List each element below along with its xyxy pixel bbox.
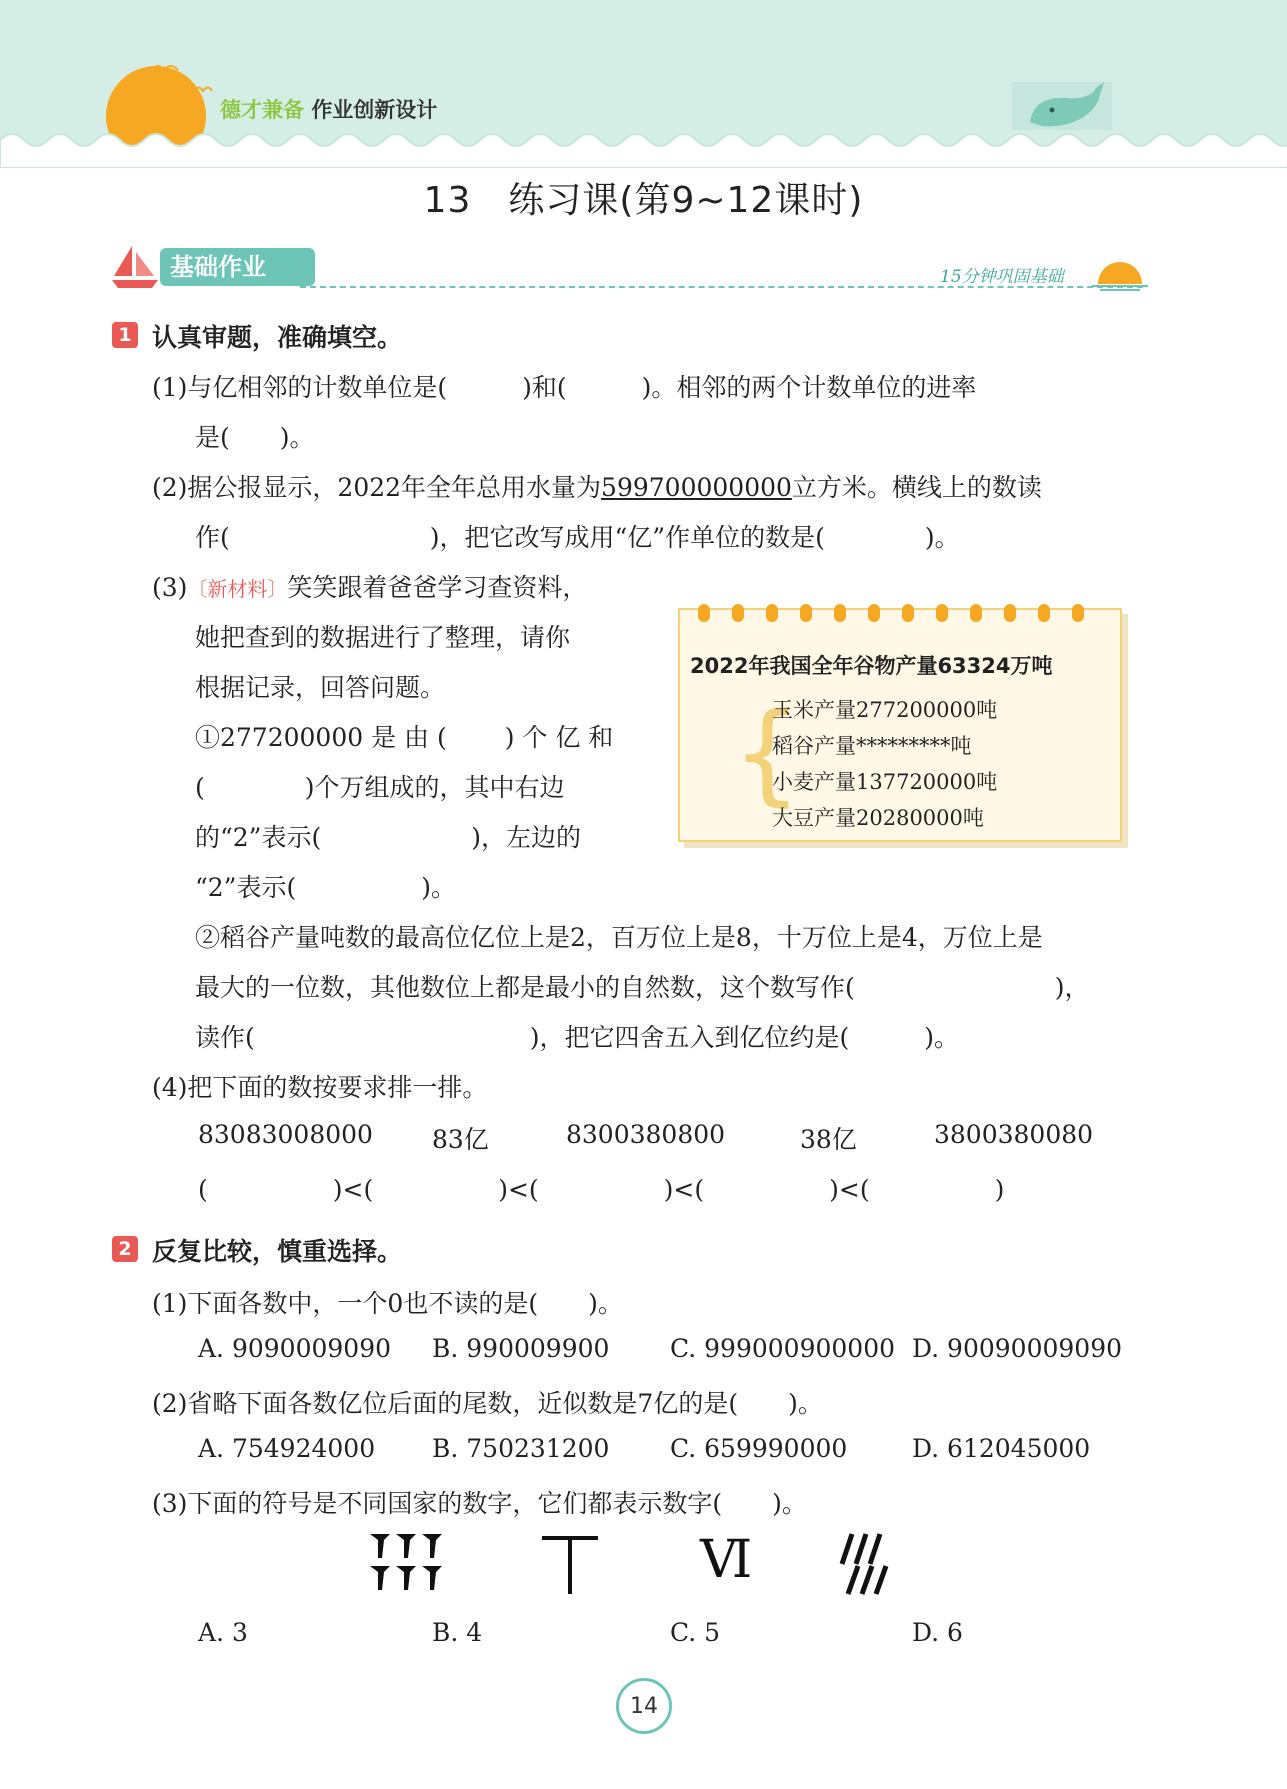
q1-part2-line2: 作( )，把它改写成用“亿”作单位的数是( )。 <box>195 523 960 552</box>
section-banner: 基础作业 <box>160 248 315 286</box>
sailboat-icon <box>110 242 160 290</box>
q2-part1: (1)下面各数中，一个0也不读的是( )。 <box>152 1289 623 1318</box>
ring-icon <box>936 604 948 622</box>
note-line: 稻谷产量*********吨 <box>772 734 972 758</box>
q1-part2-suffix: 立方米。横线上的数读 <box>791 473 1042 502</box>
ring-icon <box>970 604 982 622</box>
ring-icon <box>732 604 744 622</box>
question-number-badge: 2 <box>112 1236 138 1262</box>
ring-icon <box>868 604 880 622</box>
q1-part3-sub1-line4: “2”表示( )。 <box>195 873 456 902</box>
note-line: 大豆产量20280000吨 <box>772 806 984 830</box>
choice-option: D. 90090009090 <box>912 1334 1123 1363</box>
choice-option: C. 999000900000 <box>670 1334 895 1363</box>
tally-six-icon <box>838 1532 892 1596</box>
ring-icon <box>1038 604 1050 622</box>
choice-option: C. 659990000 <box>670 1434 848 1463</box>
note-line: 小麦产量137720000吨 <box>772 770 998 794</box>
note-title: 2022年我国全年谷物产量63324万吨 <box>690 654 1053 678</box>
brace-icon: { <box>732 689 802 817</box>
whale-icon <box>1012 78 1112 130</box>
question-number-badge: 1 <box>112 322 138 348</box>
brand-green-text: 德才兼备 <box>220 98 304 122</box>
q1-part3-prefix: (3) <box>152 573 188 602</box>
choice-option: A. 754924000 <box>198 1434 376 1463</box>
choice-option: B. 990009900 <box>432 1334 610 1363</box>
ring-icon <box>902 604 914 622</box>
q1-part1-line2: 是( )。 <box>195 423 315 452</box>
choice-option: C. 5 <box>670 1618 721 1647</box>
q1-part3-line1 <box>152 568 587 604</box>
q1-part3-sub1-line1: ①277200000 是 由 ( ) 个 亿 和 <box>195 723 614 752</box>
choice-option: A. 9090009090 <box>198 1334 392 1363</box>
q1-part3-line3: 根据记录，回答问题。 <box>195 673 446 702</box>
ring-icon <box>766 604 778 622</box>
ring-icon <box>800 604 812 622</box>
choice-option: D. 612045000 <box>912 1434 1091 1463</box>
choice-option: D. 6 <box>912 1618 963 1647</box>
ring-icon <box>1004 604 1016 622</box>
q1-part3-sub2-line1: ②稻谷产量吨数的最高位亿位上是2，百万位上是8，十万位上是4，万位上是 <box>195 923 1043 952</box>
q2-part2: (2)省略下面各数亿位后面的尾数，近似数是7亿的是( )。 <box>152 1389 823 1418</box>
q2-part3: (3)下面的符号是不同国家的数字，它们都表示数字( )。 <box>152 1489 807 1518</box>
q1-part2-prefix: (2)据公报显示，2022年全年总用水量为 <box>152 473 602 502</box>
page-title: 13 练习课(第9~12课时) <box>423 180 864 221</box>
sun-small-icon <box>1092 256 1148 292</box>
choice-option: B. 4 <box>432 1618 483 1647</box>
ring-icon <box>698 604 710 622</box>
question-heading: 反复比较，慎重选择。 <box>152 1237 403 1266</box>
q1-part3-sub1-line2: ( )个万组成的，其中右边 <box>195 773 565 802</box>
sort-number: 8300380800 <box>566 1120 726 1149</box>
q1-part1-line1: (1)与亿相邻的计数单位是( )和( )。相邻的两个计数单位的进率 <box>152 373 977 402</box>
q1-part4-heading: (4)把下面的数按要求排一排。 <box>152 1073 488 1102</box>
section-note: 15分钟巩固基础 <box>940 267 1064 287</box>
note-line: 玉米产量277200000吨 <box>772 698 998 722</box>
sort-number: 3800380080 <box>934 1120 1094 1149</box>
wave-border <box>0 128 1287 168</box>
q1-part3-text: 笑笑跟着爸爸学习查资料， <box>287 573 588 602</box>
ring-icon <box>1072 604 1084 622</box>
new-material-tag: 〔新材料〕 <box>187 577 288 601</box>
brand-dark-text: 作业创新设计 <box>311 98 438 122</box>
q1-part3-sub2-line3: 读作( )，把它四舍五入到亿位约是( )。 <box>195 1023 960 1052</box>
choice-option: A. 3 <box>198 1618 248 1647</box>
roman-numeral-six: Ⅵ <box>700 1530 753 1590</box>
cuneiform-six-icon <box>368 1532 450 1594</box>
brand-label <box>220 94 437 124</box>
q1-part2-line1 <box>152 468 1042 504</box>
q1-part3-line2: 她把查到的数据进行了整理，请你 <box>195 623 571 652</box>
sort-number: 83亿 <box>432 1125 489 1154</box>
q1-part3-sub1-line3: 的“2”表示( )，左边的 <box>195 823 581 852</box>
ring-icon <box>834 604 846 622</box>
q1-part3-sub2-line2: 最大的一位数，其他数位上都是最小的自然数，这个数写作( )， <box>195 973 1090 1002</box>
question-heading: 认真审题，准确填空。 <box>152 323 403 352</box>
underlined-number: 599700000000 <box>601 473 792 502</box>
notebook-rings <box>698 600 1098 626</box>
choice-option: B. 750231200 <box>432 1434 610 1463</box>
sort-answer-blanks: ( )<( )<( )<( )<( ) <box>198 1175 1005 1204</box>
sort-number: 83083008000 <box>198 1120 373 1149</box>
bird-icon <box>150 60 180 74</box>
rod-numeral-six-icon <box>540 1534 600 1596</box>
sort-number: 38亿 <box>800 1125 857 1154</box>
page-number: 14 <box>616 1678 672 1734</box>
bird-icon <box>192 82 214 94</box>
